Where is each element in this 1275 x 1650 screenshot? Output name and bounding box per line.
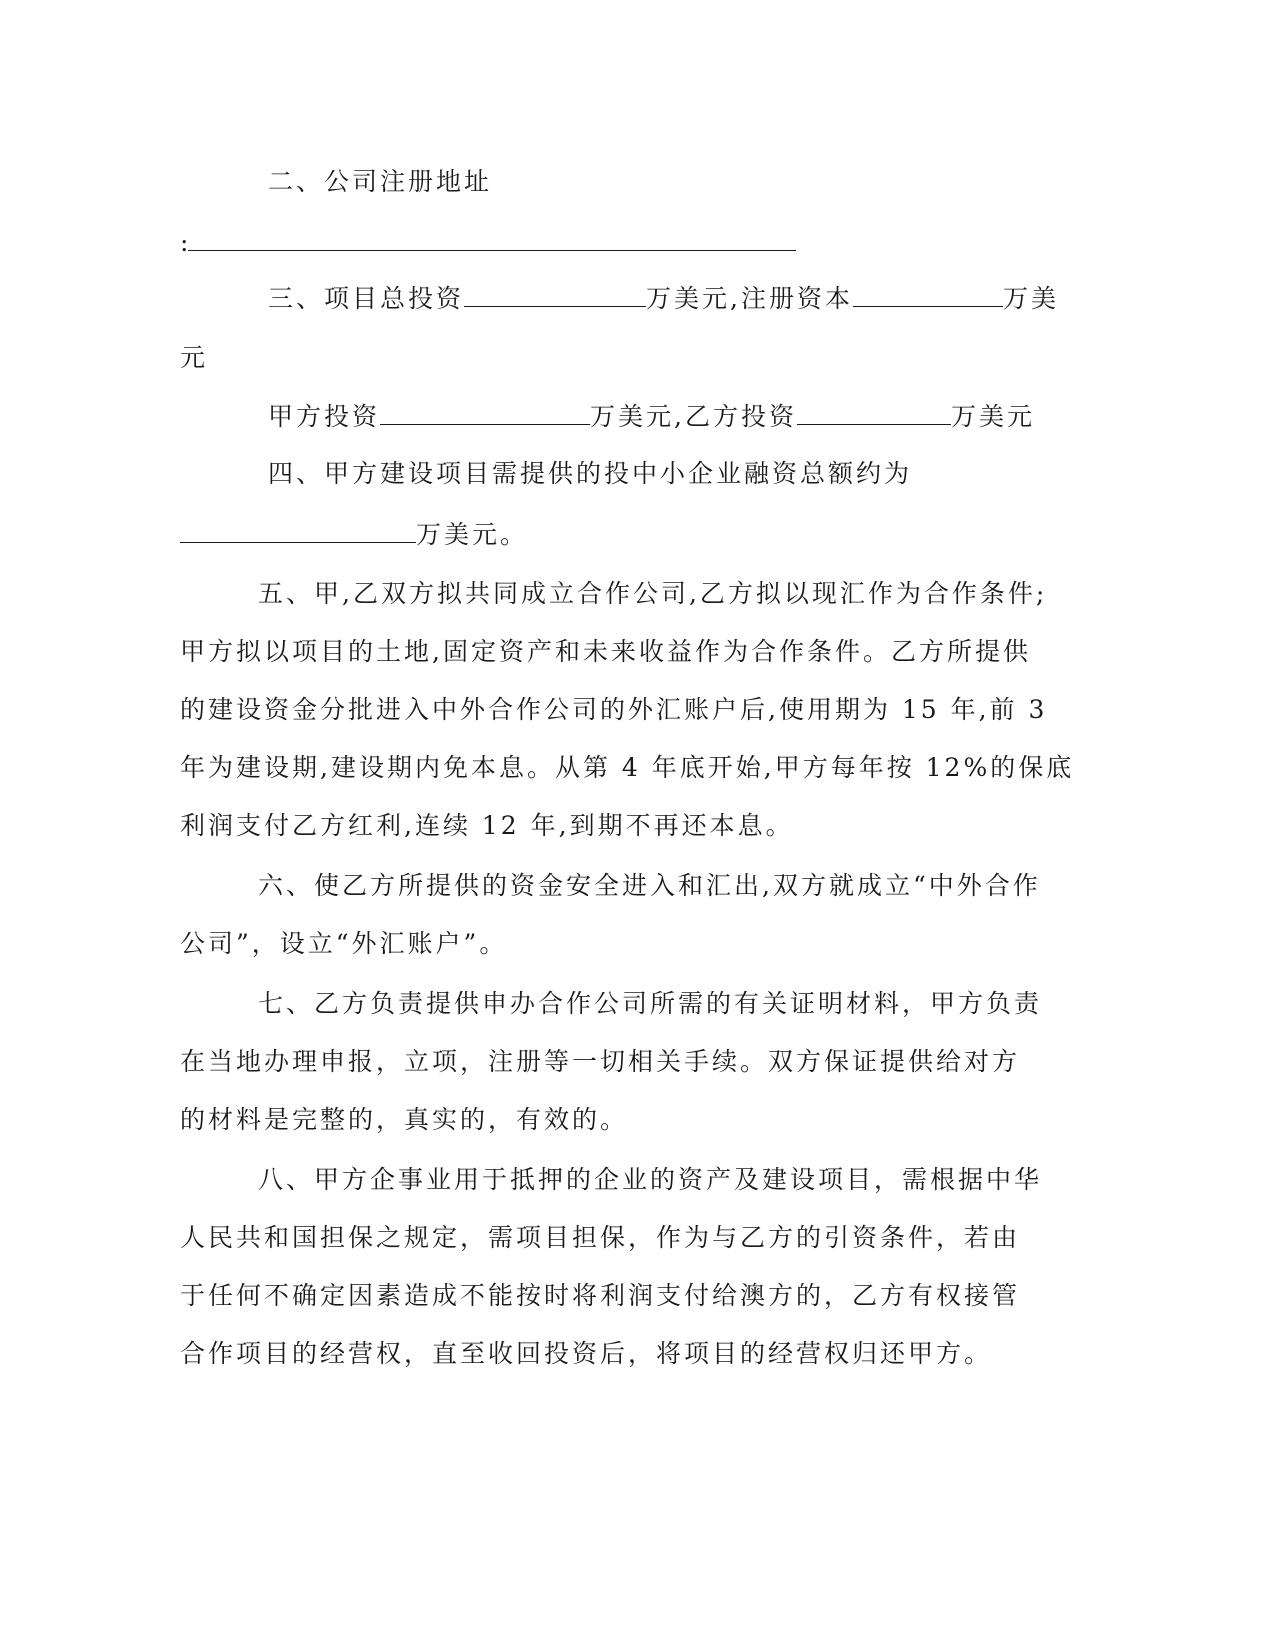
currency-unit-wrap: 元	[180, 343, 209, 372]
section-5-text-2: 甲方拟以项目的土地,固定资产和未来收益作为合作条件。乙方所提供	[180, 637, 1031, 666]
section-8-text-1: 八、甲方企事业用于抵押的企业的资产及建设项目，需根据中华	[258, 1165, 1043, 1194]
address-blank-line	[180, 222, 1070, 262]
party-b-investment-blank	[797, 396, 951, 425]
section-7-line-1	[180, 984, 1148, 1024]
section-4-line	[190, 454, 1158, 494]
registered-capital-blank	[853, 278, 1003, 307]
section-3-line	[190, 278, 1158, 318]
party-b-investment-label: 万美元,乙方投资	[590, 402, 797, 431]
section-5-text-3: 的建设资金分批进入中外合作公司的外汇账户后,使用期为 15 年,前 3	[180, 695, 1048, 724]
section-8-text-3: 于任何不确定因素造成不能按时将利润支付给澳方的，乙方有权接管	[180, 1281, 1021, 1310]
section-8-text-4: 合作项目的经营权，直至收回投资后，将项目的经营权归还甲方。	[180, 1339, 993, 1368]
section-4-text: 四、甲方建设项目需提供的投中小企业融资总额约为	[268, 459, 913, 488]
total-investment-blank	[464, 278, 646, 307]
currency-unit-end: 万美元	[950, 402, 1035, 431]
financing-amount-blank	[180, 514, 416, 543]
section-5-line-5	[180, 806, 1070, 846]
section-5-line-2	[180, 632, 1070, 672]
section-8-text-2: 人民共和国担保之规定，需项目担保，作为与乙方的引资条件，若由	[180, 1223, 1021, 1252]
section-7-line-2	[180, 1042, 1070, 1082]
section-8-line-2	[180, 1218, 1070, 1258]
section-5-text-5: 利润支付乙方红利,连续 12 年,到期不再还本息。	[180, 811, 794, 840]
section-5-text-4: 年为建设期,建设期内免本息。从第 4 年底开始,甲方每年按 12%的保底	[180, 753, 1075, 782]
section-7-line-3	[180, 1100, 1070, 1140]
financing-amount-unit: 万美元。	[416, 520, 529, 549]
section-2-text: 二、公司注册地址	[268, 167, 493, 196]
section-7-text-2: 在当地办理申报，立项，注册等一切相关手续。双方保证提供给对方	[180, 1047, 1021, 1076]
section-5-line-3	[180, 690, 1070, 730]
financing-amount-line	[180, 514, 1070, 554]
section-6-text-2: 公司”，设立“外汇账户”。	[180, 929, 508, 958]
address-blank	[188, 222, 796, 251]
total-investment-label: 三、项目总投资	[268, 284, 465, 313]
section-7-text-1: 七、乙方负责提供申办合作公司所需的有关证明材料，甲方负责	[258, 989, 1043, 1018]
section-6-line-2	[180, 924, 1070, 964]
section-3-wrap	[180, 338, 1070, 378]
section-2-heading	[190, 162, 1158, 202]
section-5-text-1: 五、甲,乙双方拟共同成立合作公司,乙方拟以现汇作为合作条件;	[258, 579, 1048, 608]
address-colon: :	[180, 228, 189, 257]
section-8-line-4	[180, 1334, 1070, 1374]
section-6-line-1	[180, 866, 1148, 906]
section-6-text-1: 六、使乙方所提供的资金安全进入和汇出,双方就成立“中外合作	[258, 871, 1041, 900]
section-5-line-1	[180, 574, 1148, 614]
party-a-investment-blank	[380, 396, 590, 425]
section-7-text-3: 的材料是完整的，真实的，有效的。	[180, 1105, 629, 1134]
currency-unit-text: 万美	[1002, 284, 1059, 313]
party-investment-line	[190, 396, 1158, 436]
section-5-line-4	[180, 748, 1075, 788]
section-8-line-1	[180, 1160, 1148, 1200]
section-8-line-3	[180, 1276, 1070, 1316]
party-a-investment-label: 甲方投资	[268, 402, 381, 431]
registered-capital-label: 万美元,注册资本	[646, 284, 853, 313]
